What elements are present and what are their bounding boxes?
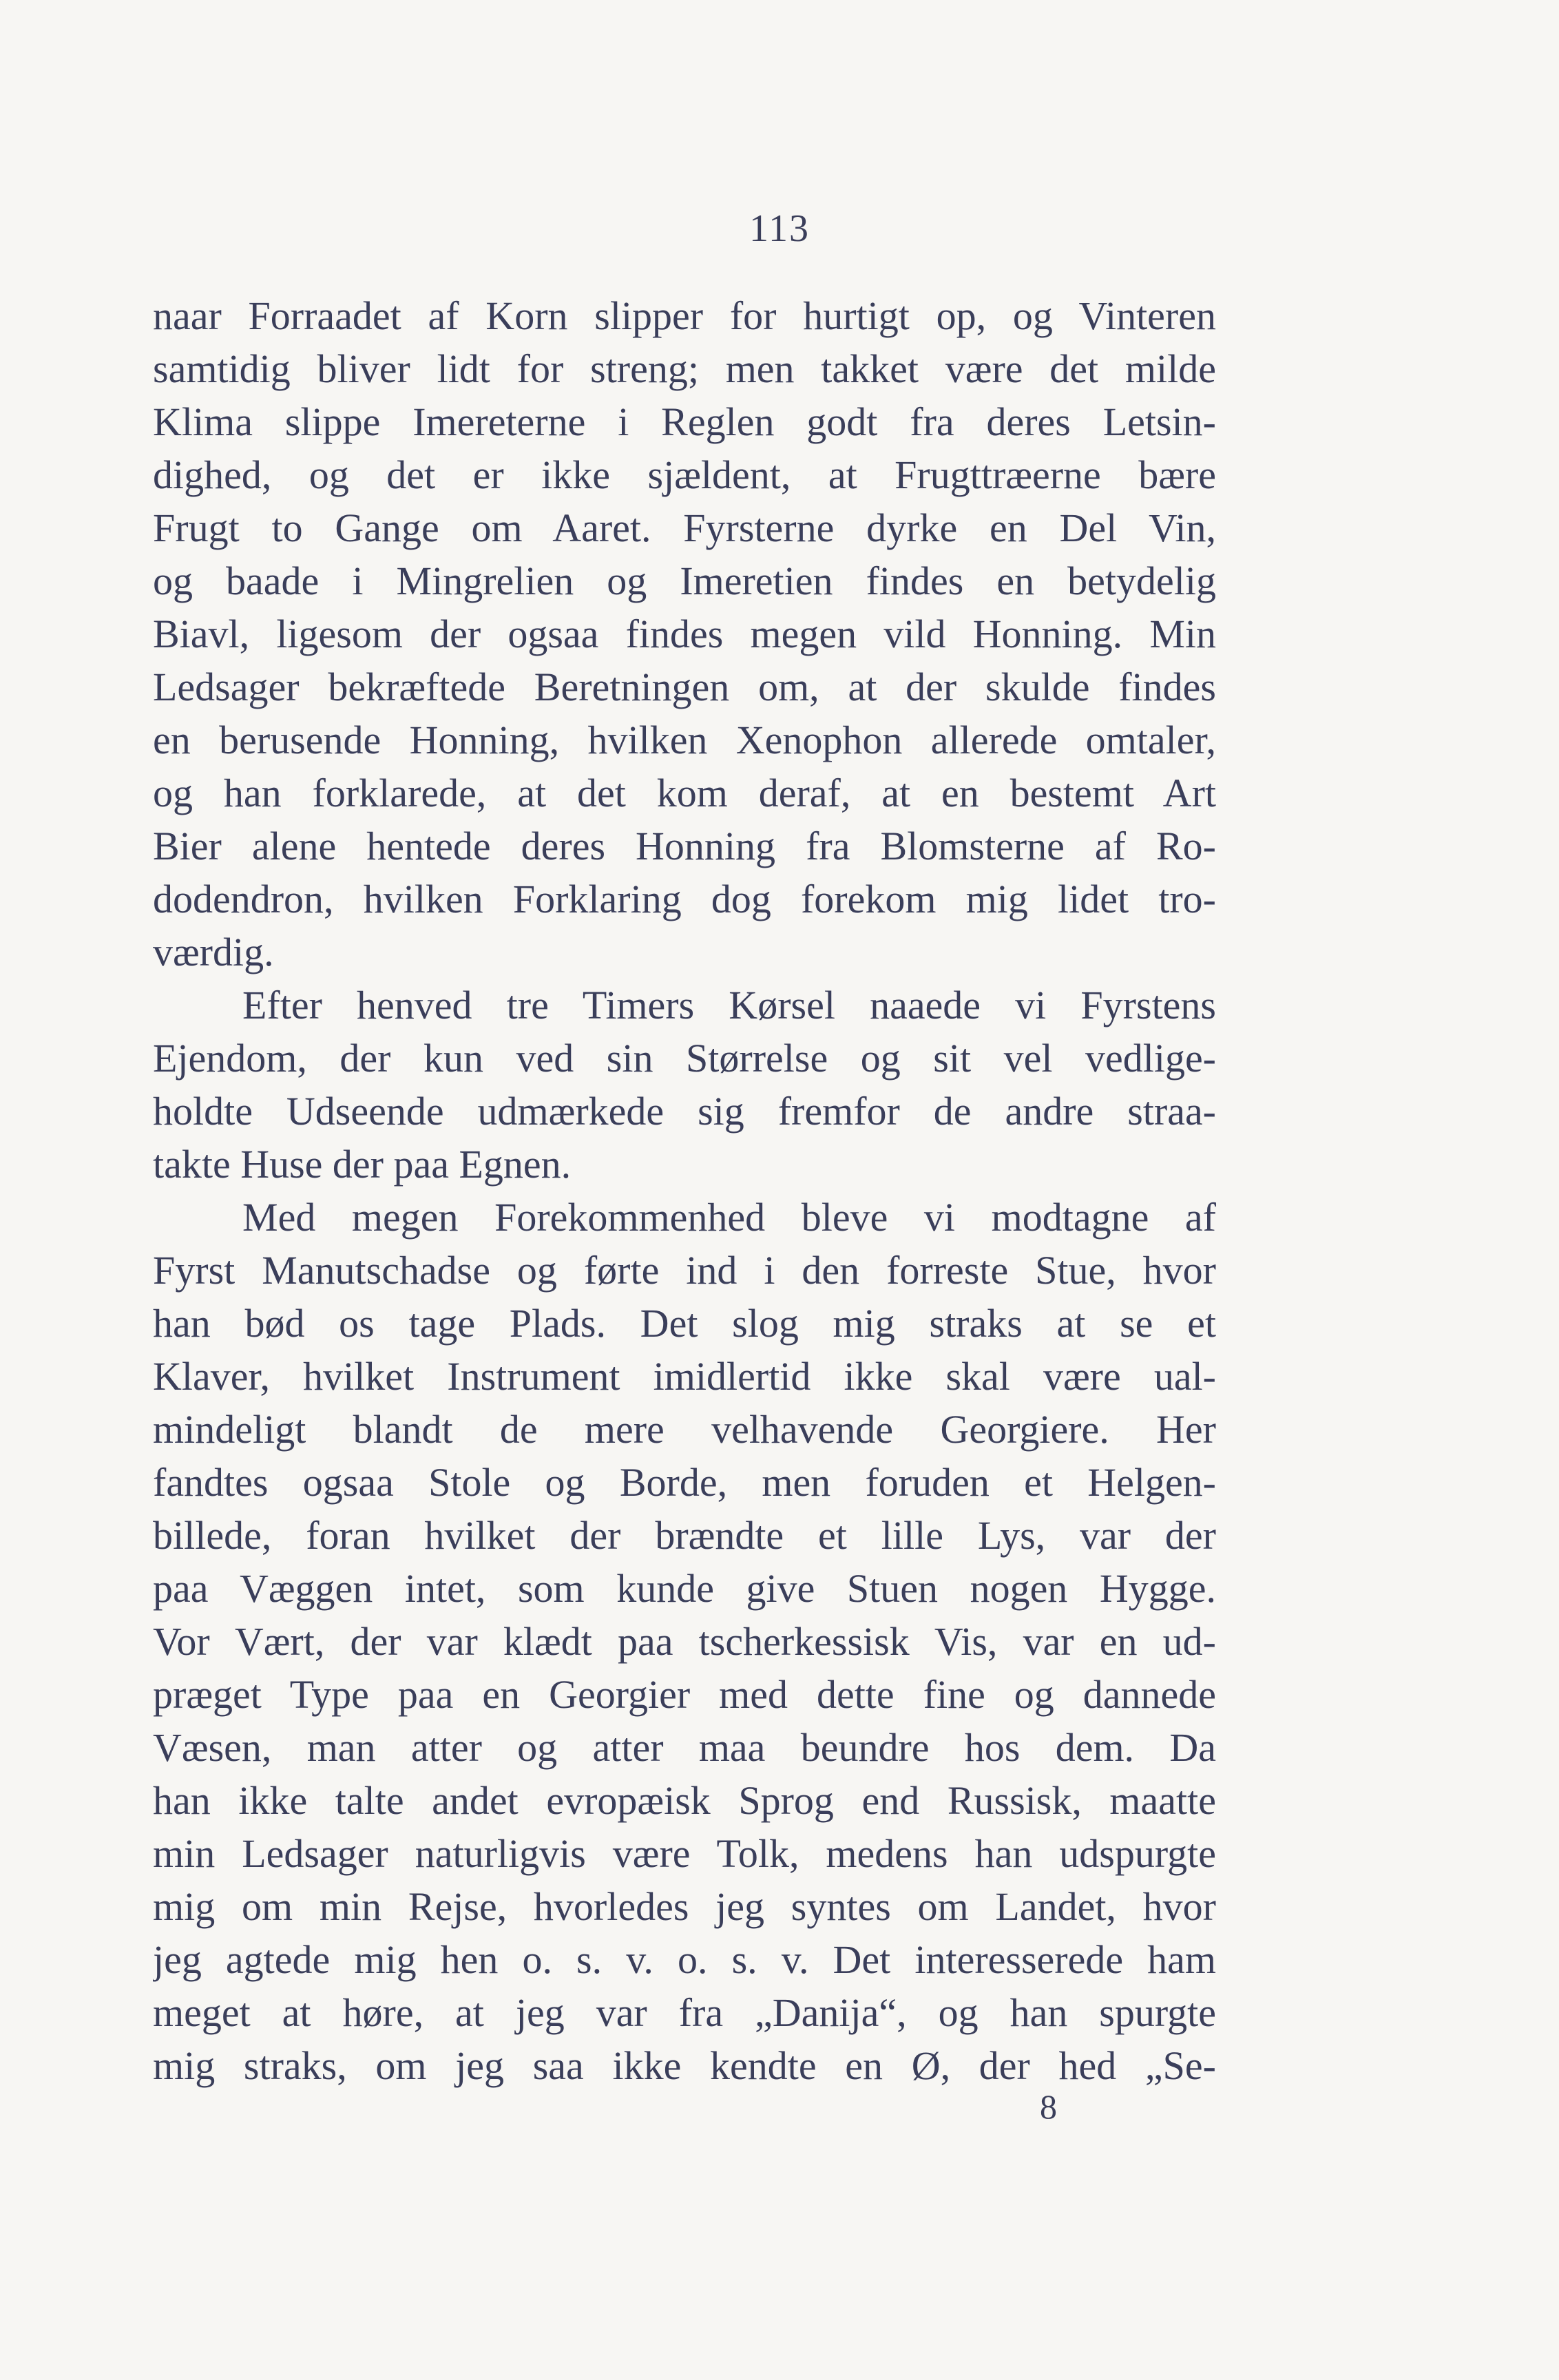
text-line: Fyrst Manutschadse og førte ind i den forreste Stue, hvor <box>153 1248 1216 1293</box>
text-line: samtidig bliver lidt for streng; men takket være det milde <box>153 346 1216 391</box>
text-line: jeg agtede mig hen o. s. v. o. s. v. Det interesserede ham <box>153 1937 1216 1982</box>
text-line: mig om min Rejse, hvorledes jeg syntes om Landet, hvor <box>153 1884 1216 1929</box>
text-line: mig straks, om jeg saa ikke kendte en Ø, der hed „Se- <box>153 2043 1216 2088</box>
signature-mark: 8 <box>1040 2087 1057 2126</box>
text-line: min Ledsager naturligvis være Tolk, medens han udspurgte <box>153 1831 1216 1876</box>
text-line: og baade i Mingrelien og Imeretien findes en betydelig <box>153 559 1216 603</box>
text-line: Efter henved tre Timers Kørsel naaede vi Fyrstens <box>242 983 1216 1027</box>
text-line: naar Forraadet af Korn slipper for hurtigt op, og Vinteren <box>153 293 1216 338</box>
text-line: dighed, og det er ikke sjældent, at Frugttræerne bære <box>153 452 1216 497</box>
text-line: Vor Vært, der var klædt paa tscherkessisk Vis, var en ud- <box>153 1619 1216 1664</box>
text-line: Væsen, man atter og atter maa beundre hos dem. Da <box>153 1725 1216 1770</box>
text-line: takte Huse der paa Egnen. <box>153 1142 572 1187</box>
body-text <box>153 289 1216 2092</box>
text-line: præget Type paa en Georgier med dette fine og dannede <box>153 1672 1216 1717</box>
text-line: mindeligt blandt de mere velhavende Georgiere. Her <box>153 1407 1216 1452</box>
text-line: han ikke talte andet evropæisk Sprog end Russisk, maatte <box>153 1778 1216 1823</box>
text-line: han bød os tage Plads. Det slog mig straks at se et <box>153 1301 1216 1346</box>
text-line: en berusende Honning, hvilken Xenophon allerede omtaler, <box>153 718 1216 762</box>
text-line: Ejendom, der kun ved sin Størrelse og sit vel vedlige- <box>153 1036 1216 1081</box>
text-line: værdig. <box>153 930 274 974</box>
text-line: paa Væggen intet, som kunde give Stuen nogen Hygge. <box>153 1566 1216 1611</box>
text-line: billede, foran hvilket der brændte et lille Lys, var der <box>153 1513 1216 1558</box>
text-line: Bier alene hentede deres Honning fra Blomsterne af Ro- <box>153 824 1216 868</box>
text-line: Frugt to Gange om Aaret. Fyrsterne dyrke en Del Vin, <box>153 505 1216 550</box>
text-line: dodendron, hvilken Forklaring dog forekom mig lidet tro- <box>153 877 1216 921</box>
text-line: Ledsager bekræftede Beretningen om, at der skulde findes <box>153 665 1216 709</box>
text-line: fandtes ogsaa Stole og Borde, men foruden et Helgen- <box>153 1460 1216 1505</box>
text-line: Med megen Forekommenhed bleve vi modtagne af <box>242 1195 1216 1240</box>
text-line: meget at høre, at jeg var fra „Danija“, og han spurgte <box>153 1990 1216 2035</box>
text-line: Biavl, ligesom der ogsaa findes megen vild Honning. Min <box>153 612 1216 656</box>
text-line: holdte Udseende udmærkede sig fremfor de andre straa- <box>153 1089 1216 1134</box>
text-line: Klaver, hvilket Instrument imidlertid ikke skal være ual- <box>153 1354 1216 1399</box>
text-line: og han forklarede, at det kom deraf, at en bestemt Art <box>153 771 1216 815</box>
page-number: 113 <box>749 207 810 250</box>
text-line: Klima slippe Imereterne i Reglen godt fra deres Letsin- <box>153 399 1216 444</box>
